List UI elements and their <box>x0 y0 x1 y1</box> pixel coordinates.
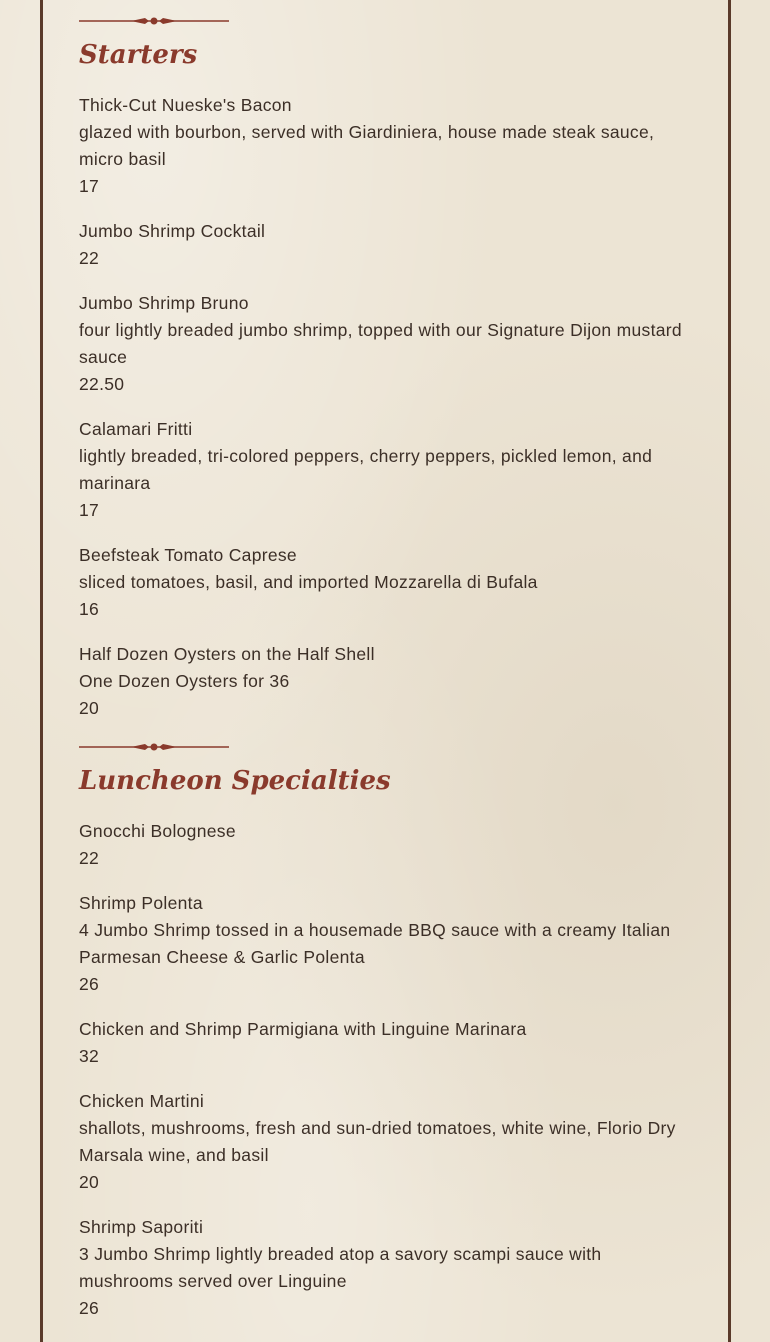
item-description: 3 Jumbo Shrimp lightly breaded atop a savory scampi sauce with mushrooms served over Linguine <box>79 1244 602 1291</box>
item-name: Chicken Martini <box>79 1091 205 1111</box>
item-name: Half Dozen Oysters on the Half Shell <box>79 644 375 664</box>
ornamental-divider-icon <box>79 740 689 754</box>
item-price: 22.50 <box>79 374 125 394</box>
item-description: sliced tomatoes, basil, and imported Mozzarella di Bufala <box>79 572 538 592</box>
item-name: Jumbo Shrimp Cocktail <box>79 221 266 241</box>
section-title-luncheon-specialties: Luncheon Specialties <box>79 766 391 796</box>
menu-item <box>79 218 689 272</box>
item-price: 26 <box>79 974 100 994</box>
item-name: Shrimp Polenta <box>79 893 203 913</box>
item-description: four lightly breaded jumbo shrimp, topped with our Signature Dijon mustard sauce <box>79 320 682 367</box>
menu-item <box>79 1016 689 1070</box>
menu-item <box>79 416 689 524</box>
item-price: 32 <box>79 1046 100 1066</box>
item-name: Chicken and Shrimp Parmigiana with Linguine Marinara <box>79 1019 527 1039</box>
previous-item-price <box>79 0 689 4</box>
item-name: Beefsteak Tomato Caprese <box>79 545 297 565</box>
menu-item <box>79 92 689 200</box>
item-description: glazed with bourbon, served with Giardiniera, house made steak sauce, micro basil <box>79 122 655 169</box>
item-price: 20 <box>79 698 100 718</box>
item-name: Calamari Fritti <box>79 419 193 439</box>
item-price: 22 <box>79 248 100 268</box>
item-name: Thick-Cut Nueske's Bacon <box>79 95 292 115</box>
menu-item <box>79 641 689 722</box>
menu-item <box>79 1088 689 1196</box>
page-border-right <box>728 0 731 1342</box>
item-price: 20 <box>79 1172 100 1192</box>
menu-content <box>79 0 689 1340</box>
item-description: lightly breaded, tri-colored peppers, cherry peppers, pickled lemon, and marinara <box>79 446 653 493</box>
menu-item <box>79 290 689 398</box>
item-price: 16 <box>79 599 100 619</box>
item-price: 17 <box>79 176 100 196</box>
item-description: 4 Jumbo Shrimp tossed in a housemade BBQ sauce with a creamy Italian Parmesan Cheese & Garlic Polenta <box>79 920 671 967</box>
item-price: 22 <box>79 848 100 868</box>
item-description: shallots, mushrooms, fresh and sun-dried tomatoes, white wine, Florio Dry Marsala wine, and basil <box>79 1118 676 1165</box>
item-price: 26 <box>79 1298 100 1318</box>
menu-item <box>79 890 689 998</box>
item-name: Jumbo Shrimp Bruno <box>79 293 249 313</box>
page-border-left <box>40 0 43 1342</box>
item-price: 17 <box>79 500 100 520</box>
menu-item <box>79 542 689 623</box>
ornamental-divider-icon <box>79 14 689 28</box>
item-name: Shrimp Saporiti <box>79 1217 204 1237</box>
menu-item <box>79 1214 689 1322</box>
section-title-starters: Starters <box>79 40 198 70</box>
item-description: One Dozen Oysters for 36 <box>79 671 290 691</box>
item-name: Gnocchi Bolognese <box>79 821 236 841</box>
menu-item <box>79 818 689 872</box>
